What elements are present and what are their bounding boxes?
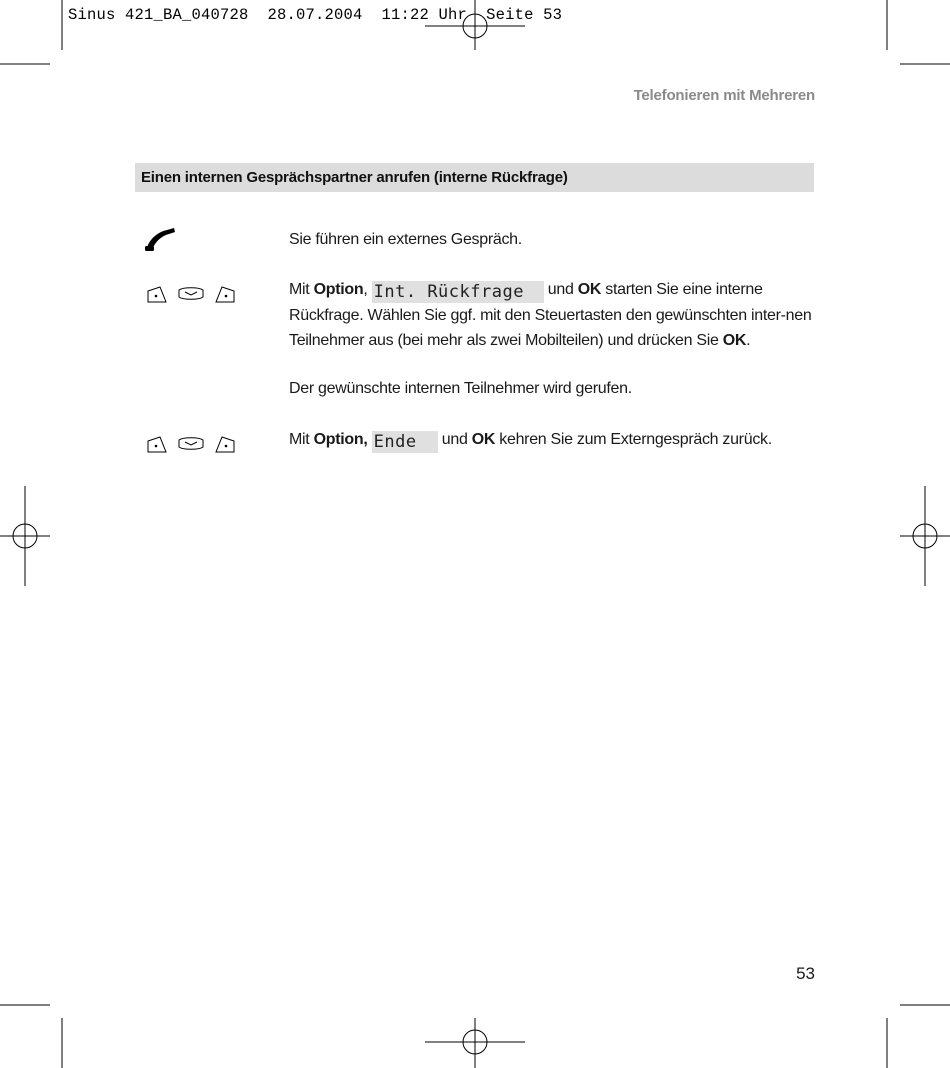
display-text-int-rueckfrage: Int. Rückfrage (372, 281, 544, 303)
registration-mark-bottom (425, 1018, 525, 1068)
left-softkey-icon (145, 434, 169, 454)
step1-icon-cell (145, 226, 177, 257)
step2-option-key: Option (313, 281, 364, 298)
registration-mark-left (0, 486, 50, 586)
step4-und: und (437, 431, 472, 448)
registration-mark-right (900, 486, 950, 586)
step2-und: und (543, 281, 578, 298)
right-softkey-icon (213, 434, 237, 454)
step3-text: Der gewünschte internen Teilnehmer wird gerufen. (289, 380, 632, 397)
step4-text (289, 427, 814, 453)
step2-keys (145, 284, 237, 304)
step4-keys (145, 434, 237, 454)
running-head: Telefonieren mit Mehreren (633, 87, 815, 104)
phone-handset-icon (145, 226, 177, 252)
step4-ok-key: OK (471, 431, 496, 448)
right-softkey-icon (213, 284, 237, 304)
page-number: 53 (796, 964, 815, 983)
step4-option-key: Option, (313, 431, 368, 448)
step2-middle: starten Sie eine interne Rückfrage. Wählen Sie ggf. mit den Steuertasten den gewünschten inter-nen Teilnehmer aus (bei mehr als zwei Mobilteilen) und drücken Sie (289, 281, 812, 349)
step2-ok-key-end: OK (722, 332, 747, 349)
step1-text: Sie führen ein externes Gespräch. (289, 231, 522, 248)
print-slug-header: Sinus 421_BA_040728 28.07.2004 11:22 Uhr Seite 53 (68, 6, 563, 24)
step2-prefix: Mit (289, 281, 314, 298)
navigation-key-icon (177, 434, 205, 454)
step2-period: . (746, 332, 751, 349)
display-text-ende: Ende (372, 431, 438, 453)
section-title: Einen internen Gesprächspartner anrufen (interne Rückfrage) (141, 169, 568, 186)
step2-text (289, 277, 814, 353)
step2-ok-key: OK (577, 281, 602, 298)
left-softkey-icon (145, 284, 169, 304)
step4-suffix: kehren Sie zum Externgespräch zurück. (495, 431, 772, 448)
step2-comma: , (363, 281, 368, 298)
section-header-bar (135, 163, 814, 192)
step4-prefix: Mit (289, 431, 314, 448)
navigation-key-icon (177, 284, 205, 304)
